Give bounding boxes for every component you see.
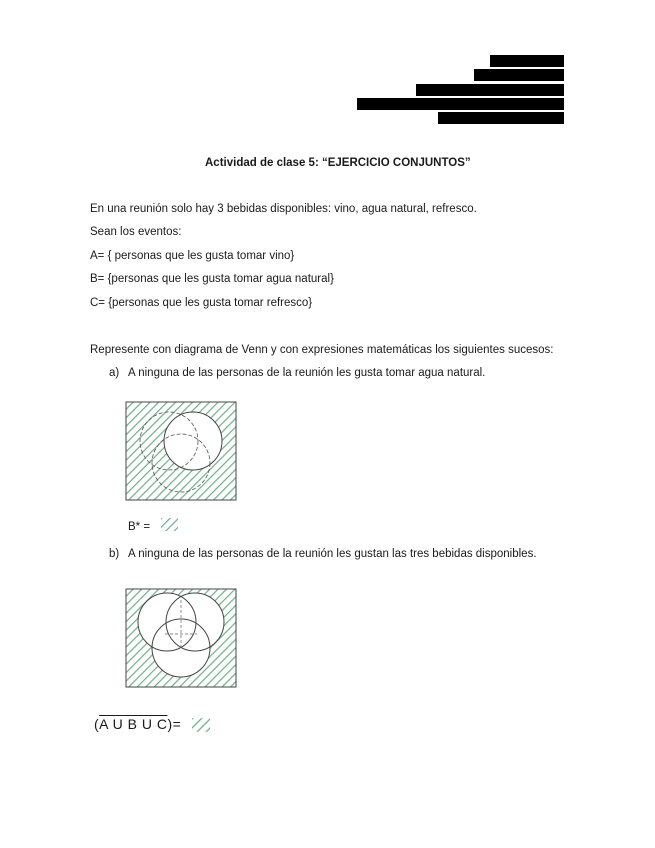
redaction-bar-5 (438, 112, 564, 124)
venn-diagram-a (125, 401, 237, 501)
event-a: A= { personas que les gusta tomar vino} (90, 250, 295, 262)
answer-open-paren: ( (94, 716, 100, 732)
instruction-text: Represente con diagrama de Venn y con expresiones matemáticas los siguientes sucesos: (90, 344, 554, 356)
item-b-marker: b) (109, 548, 120, 560)
events-label: Sean los eventos: (90, 226, 182, 238)
intro-text: En una reunión solo hay 3 bebidas disponibles: vino, agua natural, refresco. (90, 203, 477, 215)
redaction-bar-2 (474, 69, 564, 81)
hatch-swatch-a (161, 518, 178, 531)
item-a-marker: a) (109, 367, 120, 379)
answer-expression: A U B U C (99, 716, 168, 732)
item-a-text: A ninguna de las personas de la reunión les gusta tomar agua natural. (128, 367, 486, 379)
item-a-answer: B* = (128, 521, 151, 533)
answer-close: )= (167, 716, 182, 732)
hatch-swatch-b (192, 717, 210, 733)
item-b-text: A ninguna de las personas de la reunión les gustan las tres bebidas disponibles. (128, 548, 537, 560)
venn-diagram-b (125, 588, 237, 688)
item-b-answer (94, 716, 181, 732)
event-b: B= {personas que les gusta tomar agua natural} (90, 273, 334, 285)
page-title: Actividad de clase 5: “EJERCICIO CONJUNTOS” (205, 157, 471, 169)
redaction-bar-1 (490, 55, 564, 67)
redaction-bar-3 (416, 84, 564, 96)
redaction-bar-4 (357, 98, 564, 110)
event-c: C= {personas que les gusta tomar refresco} (90, 297, 313, 309)
